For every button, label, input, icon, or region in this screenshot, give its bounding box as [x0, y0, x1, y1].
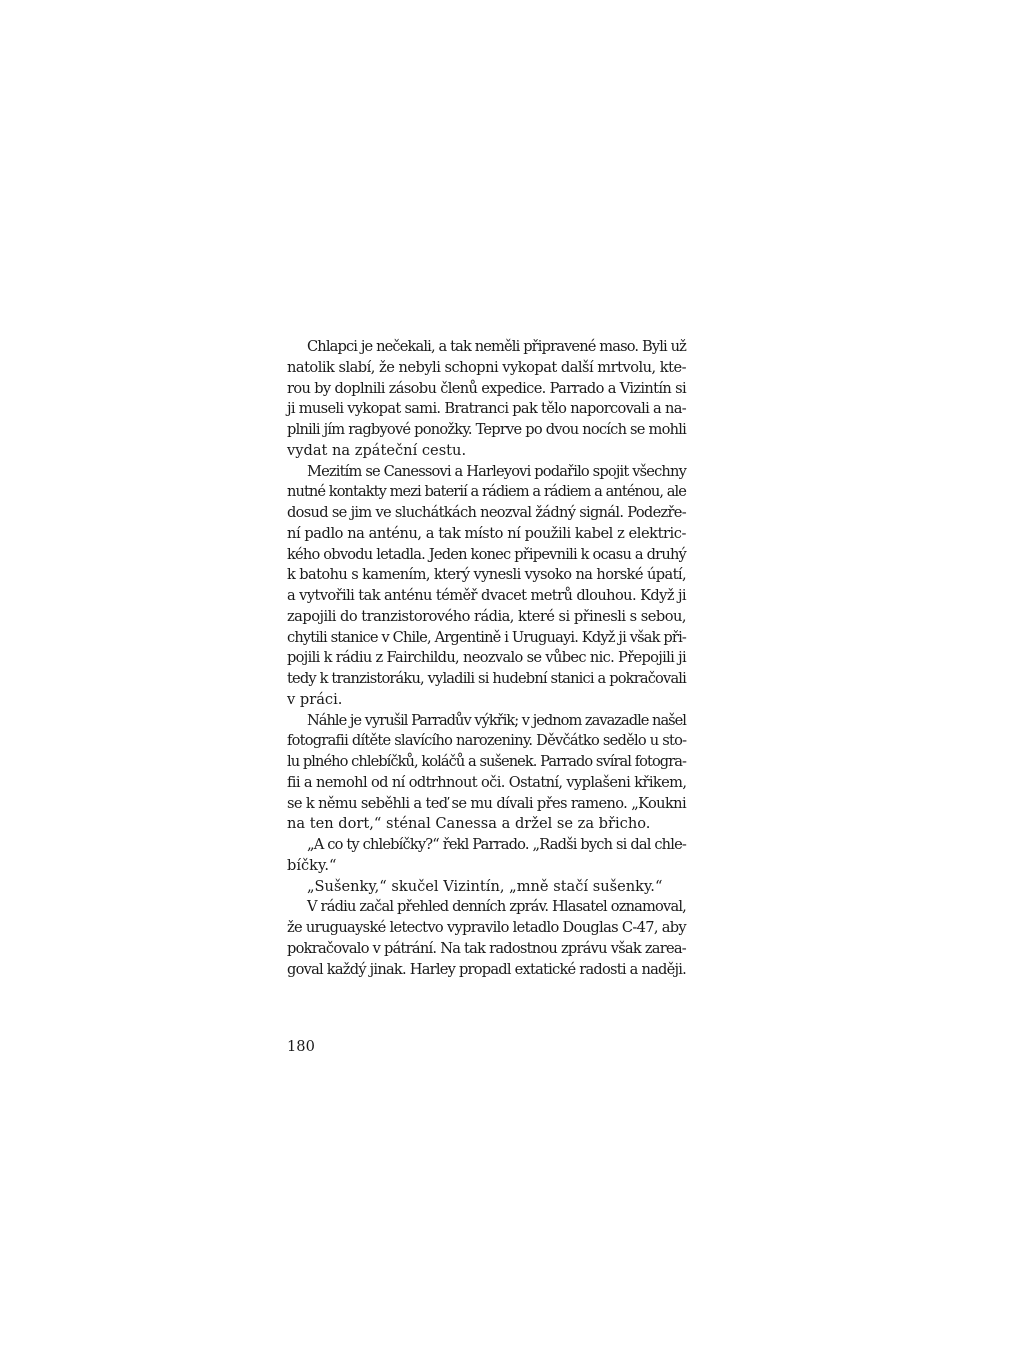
- text-line: lu plného chlebíčků, koláčů a sušenek. Parrado svíral fotogra-: [287, 753, 686, 770]
- body-text: [287, 337, 686, 980]
- text-line: natolik slabí, že nebyli schopni vykopat další mrtvolu, kte-: [287, 358, 686, 376]
- text-line: kého obvodu letadla. Jeden konec připevnili k ocasu a druhý: [287, 545, 686, 563]
- text-line: vydat na zpáteční cestu.: [287, 441, 467, 459]
- text-line: bíčky.“: [287, 856, 337, 874]
- text-line: chytili stanice v Chile, Argentině i Uruguayi. Když ji však při-: [287, 628, 686, 646]
- text-line: pojili k rádiu z Fairchildu, neozvalo se vůbec nic. Přepojili ji: [287, 649, 686, 667]
- text-line: na ten dort,“ sténal Canessa a držel se za břicho.: [287, 815, 651, 833]
- text-line: ji museli vykopat sami. Bratranci pak tělo naporcovali a na-: [287, 400, 686, 418]
- text-line: dosud se jim ve sluchátkách neozval žádný signál. Podezře-: [287, 504, 686, 521]
- text-line: „A co ty chlebíčky?“ řekl Parrado. „Radši bych si dal chle-: [307, 836, 686, 853]
- text-line: k batohu s kamením, který vynesli vysoko na horské úpatí,: [287, 566, 686, 584]
- text-line: zapojili do tranzistorového rádia, které si přinesli s sebou,: [287, 607, 686, 625]
- text-line: plnili jím ragbyové ponožky. Teprve po dvou nocích se mohli: [287, 421, 686, 438]
- text-line: fii a nemohl od ní odtrhnout oči. Ostatní, vyplašeni křikem,: [287, 773, 687, 791]
- text-line: fotografii dítěte slavícího narozeniny. Děvčátko sedělo u sto-: [287, 732, 687, 750]
- text-line: že uruguayské letectvo vypravilo letadlo Douglas C-47, aby: [287, 919, 686, 936]
- text-line: tedy k tranzistoráku, vyladili si hudební stanici a pokračovali: [287, 670, 686, 687]
- text-line: ní padlo na anténu, a tak místo ní použili kabel z elektric-: [287, 524, 686, 542]
- text-line: „Sušenky,“ skučel Vizintín, „mně stačí sušenky.“: [307, 877, 663, 895]
- text-line: se k němu seběhli a teď se mu dívali přes rameno. „Koukni: [287, 794, 686, 812]
- text-line: Chlapci je nečekali, a tak neměli připravené maso. Byli už: [307, 338, 686, 355]
- text-line: V rádiu začal přehled denních zpráv. Hlasatel oznamoval,: [307, 898, 686, 916]
- text-line: nutné kontakty mezi baterií a rádiem a rádiem a anténou, ale: [287, 483, 686, 501]
- text-line: rou by doplnili zásobu členů expedice. Parrado a Vizintín si: [287, 379, 686, 397]
- text-line: Náhle je vyrušil Parradův výkřik; v jednom zavazadle našel: [307, 711, 686, 729]
- text-line: v práci.: [287, 690, 343, 708]
- page-number: 180: [287, 1038, 315, 1055]
- text-line: Mezitím se Canessovi a Harleyovi podařilo spojit všechny: [307, 462, 686, 480]
- text-line: a vytvořili tak anténu téměř dvacet metrů dlouhou. Když ji: [287, 587, 686, 604]
- text-line: pokračovalo v pátrání. Na tak radostnou zprávu však zarea-: [287, 939, 686, 957]
- text-line: goval každý jinak. Harley propadl extatické radosti a naději.: [287, 960, 686, 978]
